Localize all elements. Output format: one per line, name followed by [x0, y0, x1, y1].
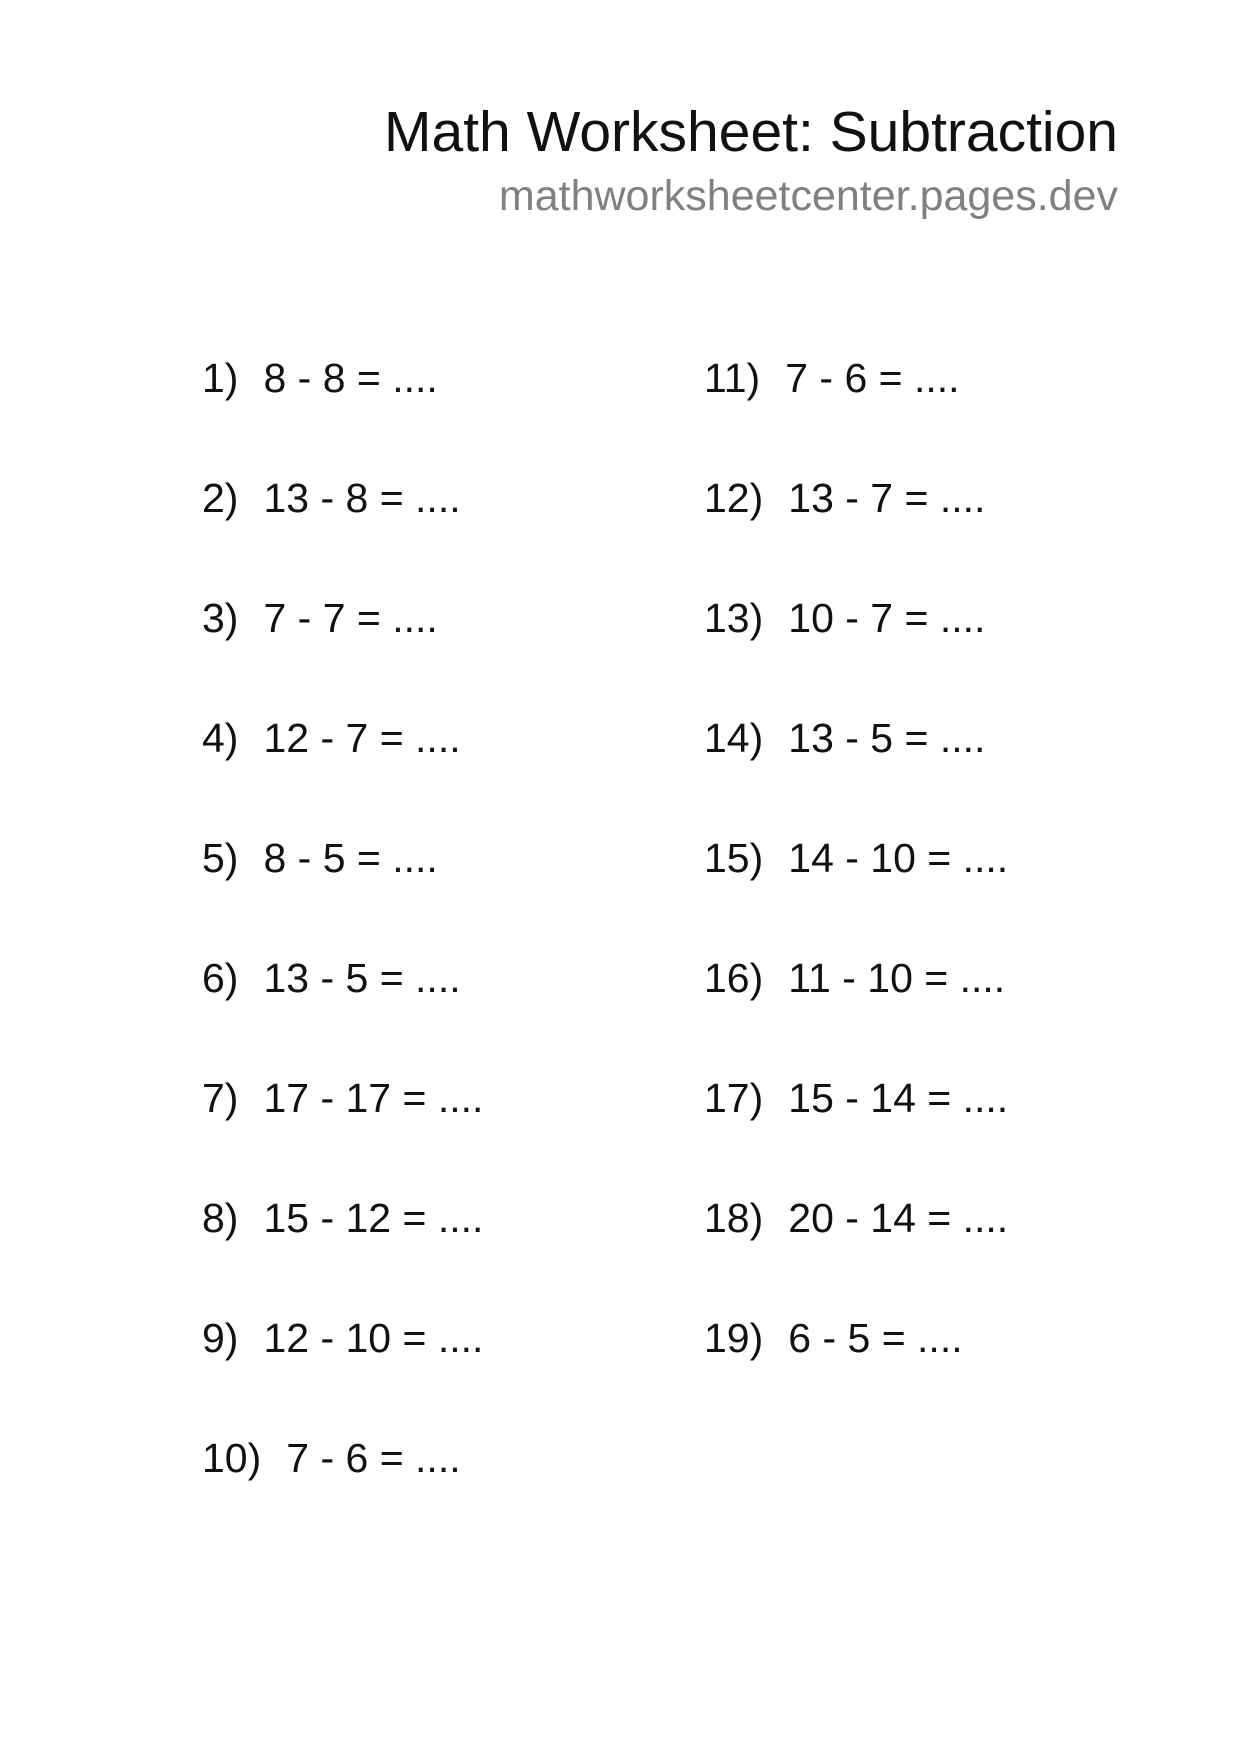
problem-item	[202, 354, 438, 402]
problem-item	[202, 1314, 483, 1362]
problem-item	[704, 474, 985, 522]
problem-expression: 13 - 5 = ....	[263, 955, 461, 1001]
problem-item	[202, 1074, 483, 1122]
problem-item	[704, 954, 1005, 1002]
site-url: mathworksheetcenter.pages.dev	[498, 172, 1118, 220]
problem-expression: 13 - 8 = ....	[263, 475, 461, 521]
problem-number: 8)	[202, 1195, 239, 1241]
problem-expression: 10 - 7 = ....	[788, 595, 986, 641]
problem-item	[202, 1194, 483, 1242]
problem-item	[202, 834, 438, 882]
problem-expression: 7 - 6 = ....	[785, 355, 960, 401]
problem-number: 9)	[202, 1315, 239, 1361]
problem-item	[202, 1434, 461, 1482]
problem-expression: 20 - 14 = ....	[788, 1195, 1009, 1241]
problem-expression: 17 - 17 = ....	[263, 1075, 484, 1121]
problem-item	[704, 714, 985, 762]
problem-expression: 15 - 14 = ....	[788, 1075, 1009, 1121]
problem-number: 16)	[704, 955, 764, 1001]
problem-number: 17)	[704, 1075, 764, 1121]
problem-expression: 13 - 7 = ....	[788, 475, 986, 521]
problem-item	[704, 354, 960, 402]
problem-number: 6)	[202, 955, 239, 1001]
problem-number: 15)	[704, 835, 764, 881]
problem-number: 1)	[202, 355, 239, 401]
problem-number: 7)	[202, 1075, 239, 1121]
problem-item	[704, 1074, 1008, 1122]
problem-expression: 12 - 10 = ....	[263, 1315, 484, 1361]
problem-expression: 15 - 12 = ....	[263, 1195, 484, 1241]
problem-number: 19)	[704, 1315, 764, 1361]
page-title: Math Worksheet: Subtraction	[384, 100, 1118, 164]
problem-number: 5)	[202, 835, 239, 881]
problem-item	[704, 1194, 1008, 1242]
problem-expression: 12 - 7 = ....	[263, 715, 461, 761]
problem-expression: 7 - 7 = ....	[263, 595, 438, 641]
problem-expression: 13 - 5 = ....	[788, 715, 986, 761]
problem-item	[704, 834, 1008, 882]
problem-expression: 8 - 5 = ....	[263, 835, 438, 881]
problem-item	[704, 1314, 963, 1362]
problem-expression: 6 - 5 = ....	[788, 1315, 963, 1361]
problem-number: 12)	[704, 475, 764, 521]
problem-item	[202, 474, 461, 522]
problem-number: 4)	[202, 715, 239, 761]
problem-number: 3)	[202, 595, 239, 641]
problem-number: 10)	[202, 1435, 262, 1481]
problem-expression: 7 - 6 = ....	[286, 1435, 461, 1481]
problem-item	[202, 714, 461, 762]
problem-item	[704, 594, 985, 642]
problem-number: 14)	[704, 715, 764, 761]
problem-number: 11)	[704, 355, 761, 401]
problem-expression: 14 - 10 = ....	[788, 835, 1009, 881]
problem-item	[202, 594, 438, 642]
problem-number: 18)	[704, 1195, 764, 1241]
problem-number: 2)	[202, 475, 239, 521]
problem-item	[202, 954, 461, 1002]
problem-expression: 11 - 10 = ....	[788, 955, 1006, 1001]
problem-expression: 8 - 8 = ....	[263, 355, 438, 401]
problem-number: 13)	[704, 595, 764, 641]
